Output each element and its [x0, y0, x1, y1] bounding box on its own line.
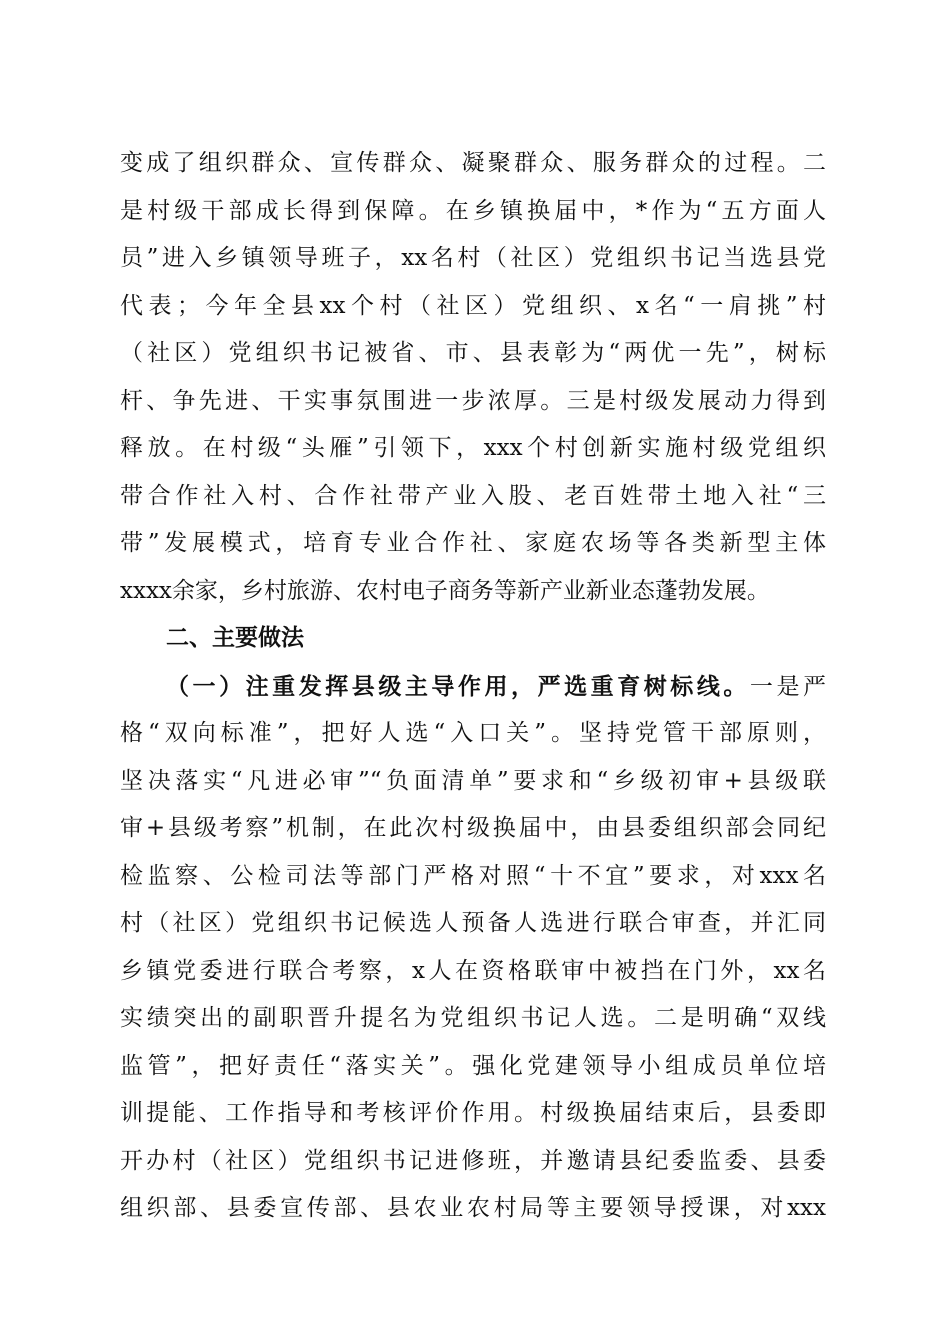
paragraph-line: 实绩突出的副职晋升提名为党组织书记人选。二是明确“双线: [120, 1005, 826, 1031]
paragraph-line: 训提能、工作指导和考核评价作用。村级换届结束后，县委即: [120, 1100, 826, 1126]
paragraph-line: 开办村（社区）党组织书记进修班，并邀请县纪委监委、县委: [120, 1147, 826, 1174]
paragraph-line: 坚决落实“凡进必审”“负面清单”要求和“乡级初审+县级联: [120, 767, 826, 794]
paragraph-line: xxxx余家，乡村旅游、农村电子商务等新产业新业态蓬勃发展。: [120, 577, 770, 604]
paragraph-text: 一是严: [749, 673, 827, 700]
paragraph-line: 组织部、县委宣传部、县农业农村局等主要领导授课，对xxx: [120, 1195, 826, 1221]
paragraph-line: 审+县级考察”机制，在此次村级换届中，由县委组织部会同纪: [120, 815, 826, 841]
document-page: [120, 140, 826, 1233]
paragraph-line: 村（社区）党组织书记候选人预备人选进行联合审查，并汇同: [120, 910, 826, 936]
paragraph-line: 释放。在村级“头雁”引领下，xxx个村创新实施村级党组织: [120, 435, 826, 461]
subsection-first-line: [120, 663, 826, 711]
paragraph-line: 代表；今年全县xx个村（社区）党组织、x名“一肩挑”村: [120, 292, 826, 319]
paragraph-line: 员”进入乡镇领导班子，xx名村（社区）党组织书记当选县党: [120, 245, 826, 271]
paragraph-line: 杆、争先进、干实事氛围进一步浓厚。三是村级发展动力得到: [120, 387, 826, 414]
paragraph-line: 格“双向标准”，把好人选“入口关”。坚持党管干部原则，: [120, 720, 826, 746]
paragraph-line: 带合作社入村、合作社带产业入股、老百姓带土地入社“三: [120, 482, 826, 509]
subsection-title: （一）注重发挥县级主导作用，严选重育树标线。: [166, 672, 750, 700]
paragraph-line: 乡镇党委进行联合考察，x人在资格联审中被挡在门外，xx名: [120, 957, 826, 984]
paragraph-line: 带”发展模式，培育专业合作社、家庭农场等各类新型主体: [120, 530, 826, 556]
section-heading: 二、主要做法: [166, 625, 304, 651]
paragraph-line: 监管”，把好责任“落实关”。强化党建领导小组成员单位培: [120, 1052, 826, 1079]
paragraph-line: （社区）党组织书记被省、市、县表彰为“两优一先”，树标: [120, 340, 826, 366]
paragraph-line: 变成了组织群众、宣传群众、凝聚群众、服务群众的过程。二: [120, 150, 826, 176]
paragraph-line: 检监察、公检司法等部门严格对照“十不宜”要求，对xxx名: [120, 862, 826, 889]
paragraph-line: 是村级干部成长得到保障。在乡镇换届中，*作为“五方面人: [120, 197, 826, 224]
